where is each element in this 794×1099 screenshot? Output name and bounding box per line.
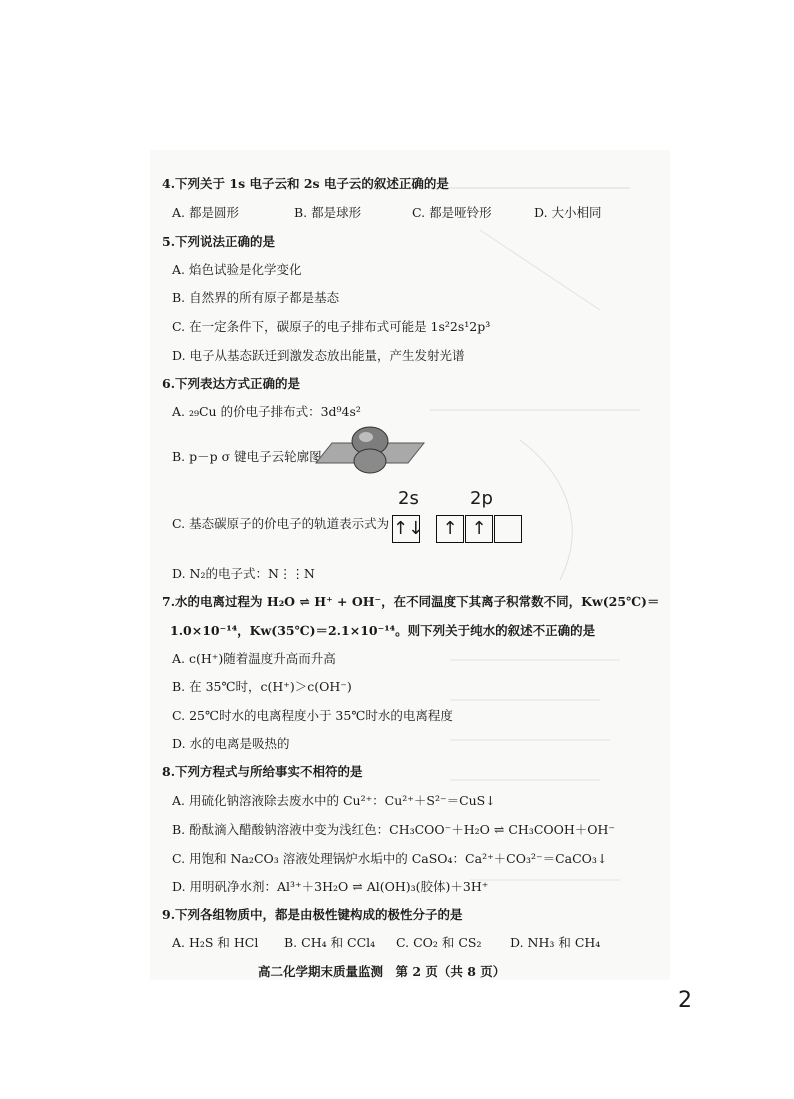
q4-option-c: C. 都是哑铃形 xyxy=(412,205,492,220)
q5-option-c: C. 在一定条件下，碳原子的电子排布式可能是 1s²2s¹2p³ xyxy=(172,319,491,334)
q9-option-c: C. CO₂ 和 CS₂ xyxy=(396,935,482,950)
question-7-stem-line1: 7.水的电离过程为 H₂O ⇌ H⁺ + OH⁻，在不同温度下其离子积常数不同，Kw(25℃)＝ xyxy=(162,594,660,609)
q6-option-a: A. ₂₉Cu 的价电子排布式：3d⁹4s² xyxy=(172,404,361,419)
q9-option-d: D. NH₃ 和 CH₄ xyxy=(510,935,601,950)
q4-option-b: B. 都是球形 xyxy=(294,205,362,220)
question-6-stem: 6.下列表达方式正确的是 xyxy=(162,376,301,391)
q6-option-b: B. p－p σ 键电子云轮廓图 xyxy=(172,449,322,464)
q8-option-a: A. 用硫化钠溶液除去废水中的 Cu²⁺：Cu²⁺＋S²⁻＝CuS↓ xyxy=(172,793,496,808)
q5-option-d: D. 电子从基态跃迁到激发态放出能量，产生发射光谱 xyxy=(172,348,465,363)
q8-option-d: D. 用明矾净水剂：Al³⁺＋3H₂O ⇌ Al(OH)₃(胶体)＋3H⁺ xyxy=(172,879,489,894)
orbital-box-2s: ↑↓ xyxy=(392,515,420,543)
page-number: 2 xyxy=(678,988,692,1013)
q5-option-b: B. 自然界的所有原子都是基态 xyxy=(172,290,340,305)
orbital-box-2p-1: ↑ xyxy=(436,515,464,543)
q7-option-d: D. 水的电离是吸热的 xyxy=(172,736,290,751)
orbital-box-2p-2: ↑ xyxy=(465,515,493,543)
q7-option-a: A. c(H⁺)随着温度升高而升高 xyxy=(172,651,336,666)
q8-option-b: B. 酚酞滴入醋酸钠溶液中变为浅红色：CH₃COO⁻＋H₂O ⇌ CH₃COOH＋OH⁻ xyxy=(172,822,616,837)
orbital-box-2p-3 xyxy=(494,515,522,543)
q7-option-b: B. 在 35℃时，c(H⁺)＞c(OH⁻) xyxy=(172,679,352,694)
q8-option-c: C. 用饱和 Na₂CO₃ 溶液处理锅炉水垢中的 CaSO₄：Ca²⁺＋CO₃²⁻＝CaCO₃↓ xyxy=(172,851,608,866)
question-5-stem: 5.下列说法正确的是 xyxy=(162,234,276,249)
q4-option-a: A. 都是圆形 xyxy=(172,205,239,220)
orbital-label-2p: 2p xyxy=(470,488,493,509)
q4-option-d: D. 大小相同 xyxy=(534,205,602,220)
p-p-sigma-orbital-figure xyxy=(314,425,426,475)
q9-option-a: A. H₂S 和 HCl xyxy=(172,935,259,950)
question-4-stem: 4.下列关于 1s 电子云和 2s 电子云的叙述正确的是 xyxy=(162,176,449,191)
q9-option-b: B. CH₄ 和 CCl₄ xyxy=(284,935,376,950)
q6-option-c: C. 基态碳原子的价电子的轨道表示式为 xyxy=(172,516,390,531)
orbital-label-2s: 2s xyxy=(398,488,419,509)
q5-option-a: A. 焰色试验是化学变化 xyxy=(172,262,302,277)
page-footer: 高二化学期末质量监测 第 2 页（共 8 页） xyxy=(258,964,506,979)
q6-option-d: D. N₂的电子式：N⋮⋮N xyxy=(172,566,315,581)
question-7-stem-line2: 1.0×10⁻¹⁴，Kw(35℃)＝2.1×10⁻¹⁴。则下列关于纯水的叙述不正确的是 xyxy=(170,623,596,638)
question-8-stem: 8.下列方程式与所给事实不相符的是 xyxy=(162,764,363,779)
question-9-stem: 9.下列各组物质中，都是由极性键构成的极性分子的是 xyxy=(162,907,463,922)
q7-option-c: C. 25℃时水的电离程度小于 35℃时水的电离程度 xyxy=(172,708,453,723)
